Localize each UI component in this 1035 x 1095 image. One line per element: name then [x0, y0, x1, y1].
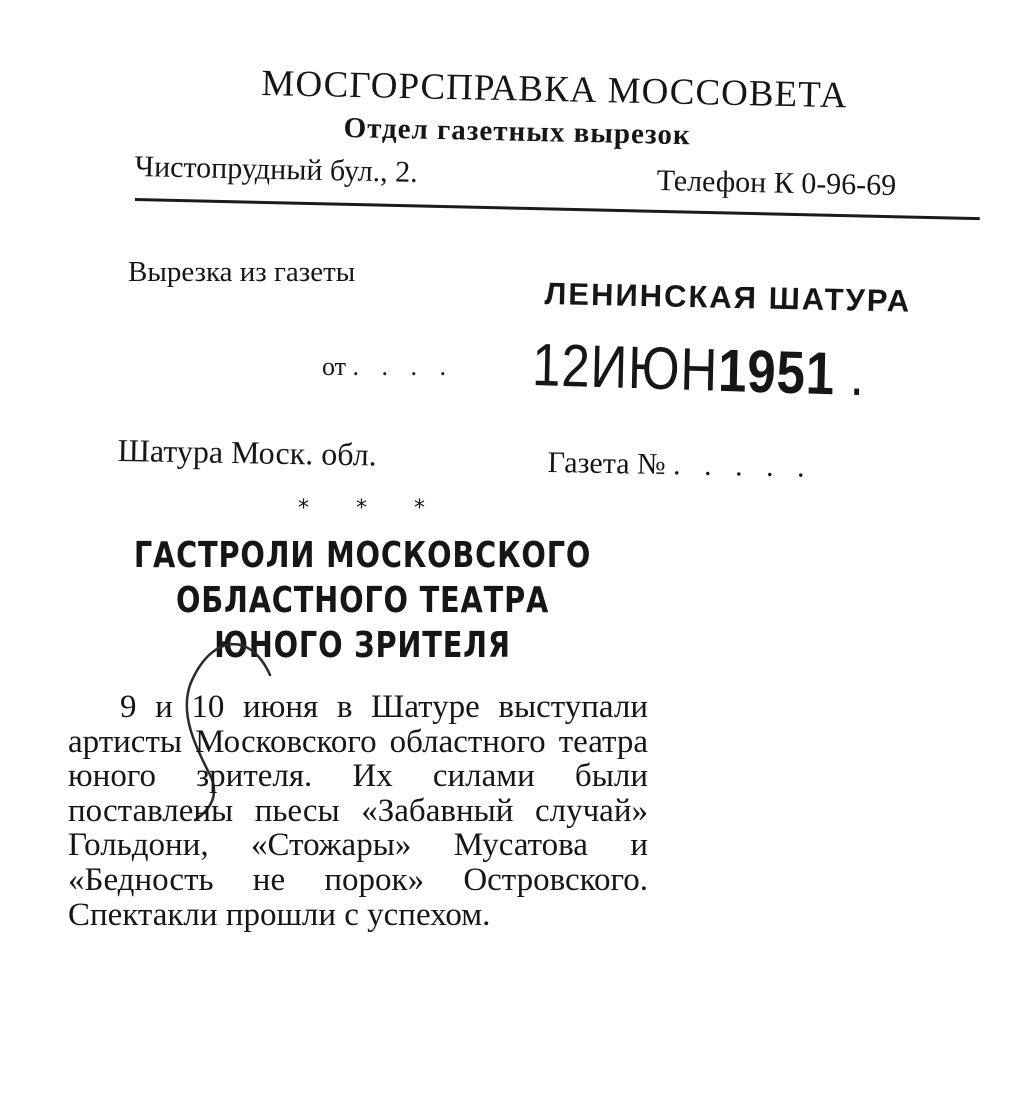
date-day-month: 12ИЮН — [531, 330, 719, 404]
article-separator: * * * — [298, 496, 445, 521]
address: Чистопрудный бул., 2. — [134, 150, 419, 189]
date-row — [322, 352, 454, 382]
date-year: 1951 — [717, 336, 836, 408]
from-label: от — [322, 352, 347, 381]
phone-number: Телефон К 0-96-69 — [656, 164, 897, 203]
newspaper-name: ЛЕНИНСКАЯ ШАТУРА — [544, 276, 912, 319]
article-body: 9 и 10 июня в Шатуре выступали артисты Московского областного театра юного зрителя. Их силами были поставлены пьесы «Забавный случай» Гольдони, «Стожары» Мусатова и «Бедность не порок» Островского. Спектакли прошли с успехом. — [68, 689, 648, 933]
date-dots: . . . . — [352, 352, 455, 381]
date-trailing-dots: . — [849, 340, 866, 409]
issue-row — [547, 446, 813, 485]
clipping-label: Вырезка из газеты — [128, 256, 356, 288]
issue-dots: . . . . . — [672, 448, 813, 484]
issue-label: Газета № — [547, 446, 666, 482]
article-headline: ГАСТРОЛИ МОСКОВСКОГО ОБЛАСТНОГО ТЕАТРА ЮНОГО ЗРИТЕЛЯ — [133, 535, 592, 666]
date-stamp — [531, 330, 865, 409]
organization-title: МОСГОРСПРАВКА МОССОВЕТА — [261, 62, 849, 117]
department-title: Отдел газетных вырезок — [343, 112, 691, 152]
city: Шатура Моск. обл. — [117, 432, 378, 473]
